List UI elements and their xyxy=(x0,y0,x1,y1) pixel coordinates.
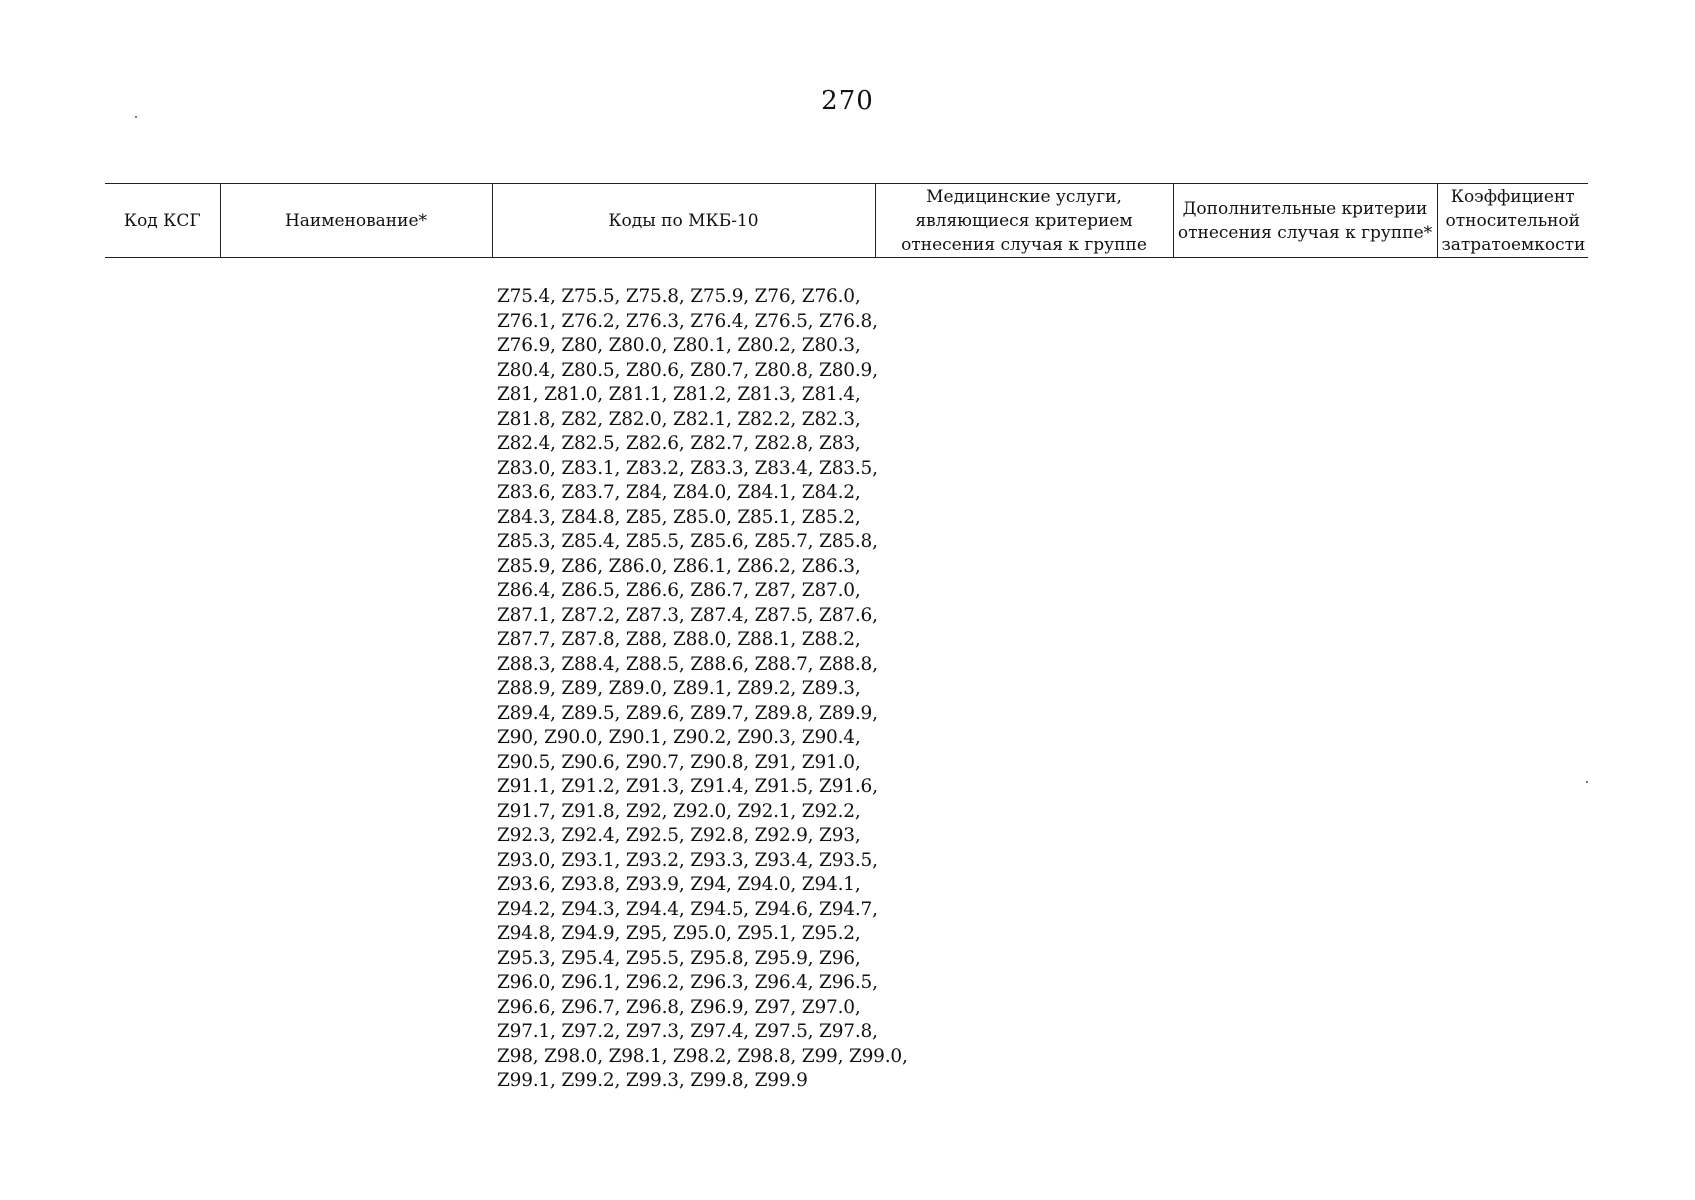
page-number: 270 xyxy=(821,86,874,116)
col-ksg-code: Код КСГ xyxy=(105,184,220,258)
codes-line: Z83.0, Z83.1, Z83.2, Z83.3, Z83.4, Z83.5, xyxy=(497,457,878,479)
icd10-codes-cell xyxy=(497,285,908,1094)
codes-line: Z76.1, Z76.2, Z76.3, Z76.4, Z76.5, Z76.8, xyxy=(497,310,878,332)
header-row xyxy=(105,184,1588,258)
col-cost-coefficient: Коэффициент относительной затратоемкости xyxy=(1437,184,1588,258)
codes-line: Z87.1, Z87.2, Z87.3, Z87.4, Z87.5, Z87.6, xyxy=(497,604,878,626)
codes-line: Z99.1, Z99.2, Z99.3, Z99.8, Z99.9 xyxy=(497,1070,808,1091)
codes-line: Z98, Z98.0, Z98.1, Z98.2, Z98.8, Z99, Z99.0, xyxy=(497,1045,908,1067)
codes-line: Z81.8, Z82, Z82.0, Z82.1, Z82.2, Z82.3, xyxy=(497,408,861,430)
codes-line: Z87.7, Z87.8, Z88, Z88.0, Z88.1, Z88.2, xyxy=(497,629,861,650)
codes-line: Z89.4, Z89.5, Z89.6, Z89.7, Z89.8, Z89.9, xyxy=(497,702,878,724)
codes-line: Z83.6, Z83.7, Z84, Z84.0, Z84.1, Z84.2, xyxy=(497,482,861,503)
codes-line: Z88.9, Z89, Z89.0, Z89.1, Z89.2, Z89.3, xyxy=(497,678,861,699)
codes-line: Z76.9, Z80, Z80.0, Z80.1, Z80.2, Z80.3, xyxy=(497,335,861,356)
scan-speck-left xyxy=(135,116,137,118)
col-name: Наименование* xyxy=(220,184,492,258)
codes-line: Z82.4, Z82.5, Z82.6, Z82.7, Z82.8, Z83, xyxy=(497,433,861,454)
table-header xyxy=(105,183,1588,258)
codes-line: Z91.7, Z91.8, Z92, Z92.0, Z92.1, Z92.2, xyxy=(497,800,861,822)
codes-line: Z90.5, Z90.6, Z90.7, Z90.8, Z91, Z91.0, xyxy=(497,751,861,773)
codes-line: Z81, Z81.0, Z81.1, Z81.2, Z81.3, Z81.4, xyxy=(497,384,861,405)
codes-line: Z88.3, Z88.4, Z88.5, Z88.6, Z88.7, Z88.8, xyxy=(497,653,878,675)
codes-line: Z97.1, Z97.2, Z97.3, Z97.4, Z97.5, Z97.8, xyxy=(497,1021,878,1042)
scan-speck-right xyxy=(1586,781,1588,783)
col-additional-criteria: Дополнительные критерии отнесения случая к группе* xyxy=(1173,184,1437,258)
codes-line: Z84.3, Z84.8, Z85, Z85.0, Z85.1, Z85.2, xyxy=(497,506,861,528)
codes-line: Z90, Z90.0, Z90.1, Z90.2, Z90.3, Z90.4, xyxy=(497,727,861,748)
codes-line: Z94.2, Z94.3, Z94.4, Z94.5, Z94.6, Z94.7, xyxy=(497,898,878,920)
codes-line: Z80.4, Z80.5, Z80.6, Z80.7, Z80.8, Z80.9, xyxy=(497,359,878,381)
codes-line: Z75.4, Z75.5, Z75.8, Z75.9, Z76, Z76.0, xyxy=(497,286,861,307)
codes-line: Z92.3, Z92.4, Z92.5, Z92.8, Z92.9, Z93, xyxy=(497,825,861,846)
codes-line: Z86.4, Z86.5, Z86.6, Z86.7, Z87, Z87.0, xyxy=(497,580,861,601)
codes-line: Z85.3, Z85.4, Z85.5, Z85.6, Z85.7, Z85.8, xyxy=(497,531,878,552)
codes-line: Z85.9, Z86, Z86.0, Z86.1, Z86.2, Z86.3, xyxy=(497,555,861,577)
codes-line: Z93.0, Z93.1, Z93.2, Z93.3, Z93.4, Z93.5, xyxy=(497,849,878,871)
codes-line: Z96.0, Z96.1, Z96.2, Z96.3, Z96.4, Z96.5, xyxy=(497,972,878,993)
codes-line: Z91.1, Z91.2, Z91.3, Z91.4, Z91.5, Z91.6, xyxy=(497,776,878,797)
codes-line: Z94.8, Z94.9, Z95, Z95.0, Z95.1, Z95.2, xyxy=(497,923,861,944)
codes-line: Z95.3, Z95.4, Z95.5, Z95.8, Z95.9, Z96, xyxy=(497,947,861,969)
codes-line: Z96.6, Z96.7, Z96.8, Z96.9, Z97, Z97.0, xyxy=(497,996,861,1018)
codes-line: Z93.6, Z93.8, Z93.9, Z94, Z94.0, Z94.1, xyxy=(497,874,861,895)
col-icd10-codes: Коды по МКБ-10 xyxy=(492,184,875,258)
col-medical-services: Медицинские услуги, являющиеся критерием отнесения случая к группе xyxy=(875,184,1173,258)
